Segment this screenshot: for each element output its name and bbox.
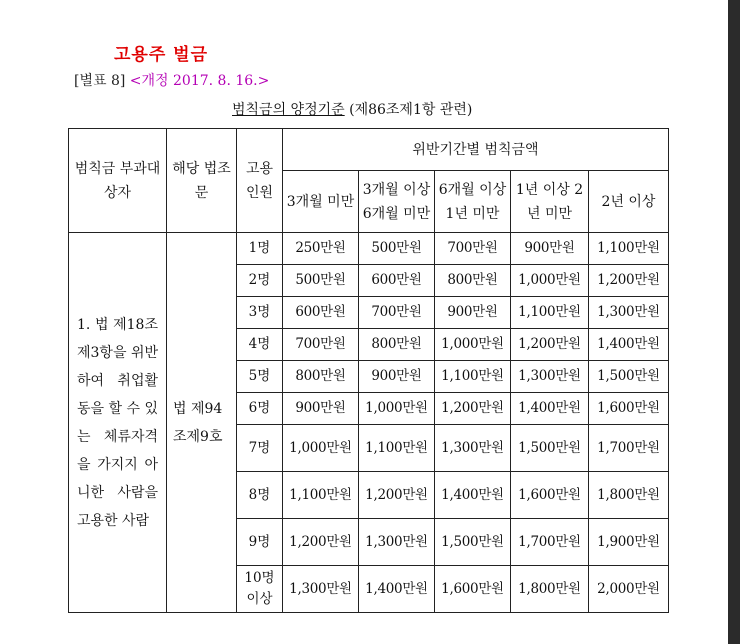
fine-amount-cell: 600만원	[283, 297, 359, 329]
article-cell: 법 제94조제9호	[167, 233, 237, 613]
fine-amount-cell: 1,200만원	[589, 265, 669, 297]
fine-amount-cell: 1,200만원	[511, 329, 589, 361]
employee-count-cell: 7명	[237, 425, 283, 472]
fine-amount-cell: 1,000만원	[511, 265, 589, 297]
page-heading: 고용주 벌금	[114, 45, 209, 65]
header-period: 2년 이상	[589, 171, 669, 233]
fine-amount-cell: 1,100만원	[511, 297, 589, 329]
fine-amount-cell: 1,500만원	[435, 519, 511, 566]
fine-amount-cell: 1,800만원	[589, 472, 669, 519]
fine-amount-cell: 1,000만원	[359, 393, 435, 425]
table-title	[232, 99, 472, 119]
fine-amount-cell: 600만원	[359, 265, 435, 297]
header-period: 3개월 이상 6개월 미만	[359, 171, 435, 233]
fine-amount-cell: 1,100만원	[359, 425, 435, 472]
fine-amount-cell: 700만원	[283, 329, 359, 361]
employee-count-cell: 3명	[237, 297, 283, 329]
table-title-main: 범칙금의 양정기준	[232, 102, 345, 118]
fine-amount-cell: 500만원	[359, 233, 435, 265]
header-article: 해당 법조문	[167, 129, 237, 233]
fine-amount-cell: 1,200만원	[435, 393, 511, 425]
fine-amount-cell: 900만원	[511, 233, 589, 265]
fine-amount-cell: 900만원	[435, 297, 511, 329]
header-target: 범칙금 부과대상자	[69, 129, 167, 233]
fine-table	[68, 128, 669, 613]
employee-count-cell: 8명	[237, 472, 283, 519]
fine-amount-cell: 900만원	[359, 361, 435, 393]
employee-count-cell: 4명	[237, 329, 283, 361]
fine-amount-cell: 1,300만원	[359, 519, 435, 566]
fine-amount-cell: 1,300만원	[589, 297, 669, 329]
fine-amount-cell: 1,400만원	[589, 329, 669, 361]
header-period: 1년 이상 2년 미만	[511, 171, 589, 233]
fine-amount-cell: 1,600만원	[589, 393, 669, 425]
fine-amount-cell: 1,300만원	[435, 425, 511, 472]
annex-label: [별표 8]	[74, 73, 126, 89]
fine-amount-cell: 1,200만원	[283, 519, 359, 566]
fine-amount-cell: 700만원	[435, 233, 511, 265]
fine-amount-cell: 2,000만원	[589, 566, 669, 613]
table-title-note: (제86조제1항 관련)	[349, 102, 473, 118]
fine-amount-cell: 1,600만원	[511, 472, 589, 519]
employee-count-cell: 1명	[237, 233, 283, 265]
fine-amount-cell: 1,400만원	[435, 472, 511, 519]
employee-count-cell: 6명	[237, 393, 283, 425]
employee-count-cell: 9명	[237, 519, 283, 566]
amendment-link[interactable]: <개정 2017. 8. 16.>	[129, 73, 270, 89]
fine-amount-cell: 1,800만원	[511, 566, 589, 613]
header-period-group: 위반기간별 범칙금액	[283, 129, 669, 171]
employee-count-cell: 2명	[237, 265, 283, 297]
fine-amount-cell: 1,500만원	[589, 361, 669, 393]
fine-amount-cell: 1,200만원	[359, 472, 435, 519]
header-employees: 고용 인원	[237, 129, 283, 233]
header-period: 6개월 이상 1년 미만	[435, 171, 511, 233]
employee-count-cell: 10명 이상	[237, 566, 283, 613]
fine-amount-cell: 900만원	[283, 393, 359, 425]
fine-amount-cell: 500만원	[283, 265, 359, 297]
fine-amount-cell: 1,100만원	[283, 472, 359, 519]
fine-amount-cell: 1,100만원	[435, 361, 511, 393]
fine-amount-cell: 1,000만원	[283, 425, 359, 472]
fine-amount-cell: 1,400만원	[511, 393, 589, 425]
target-cell: 1. 법 제18조제3항을 위반하여 취업활동을 할 수 있는 체류자격을 가지지 아니한 사람을 고용한 사람	[69, 233, 167, 613]
fine-amount-cell: 1,000만원	[435, 329, 511, 361]
fine-amount-cell: 1,300만원	[283, 566, 359, 613]
employee-count-cell: 5명	[237, 361, 283, 393]
fine-amount-cell: 1,600만원	[435, 566, 511, 613]
fine-amount-cell: 1,700만원	[511, 519, 589, 566]
fine-amount-cell: 1,400만원	[359, 566, 435, 613]
header-period: 3개월 미만	[283, 171, 359, 233]
window-scrollbar[interactable]	[728, 0, 740, 644]
fine-amount-cell: 800만원	[283, 361, 359, 393]
fine-amount-cell: 700만원	[359, 297, 435, 329]
fine-amount-cell: 250만원	[283, 233, 359, 265]
annex-line	[74, 70, 269, 90]
fine-amount-cell: 1,500만원	[511, 425, 589, 472]
fine-amount-cell: 800만원	[359, 329, 435, 361]
fine-amount-cell: 800만원	[435, 265, 511, 297]
fine-amount-cell: 1,900만원	[589, 519, 669, 566]
table-row	[69, 233, 669, 265]
fine-amount-cell: 1,700만원	[589, 425, 669, 472]
fine-amount-cell: 1,300만원	[511, 361, 589, 393]
fine-amount-cell: 1,100만원	[589, 233, 669, 265]
